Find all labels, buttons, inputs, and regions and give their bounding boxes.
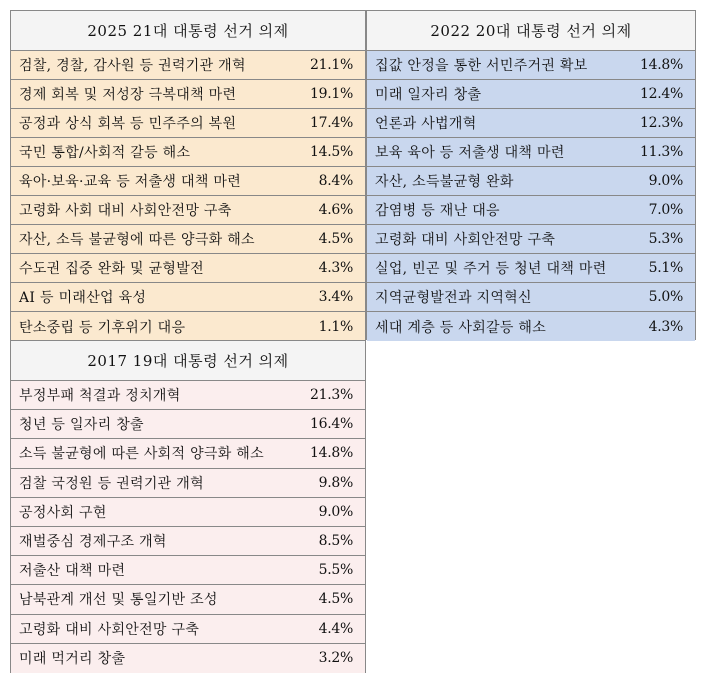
table-body <box>11 51 365 341</box>
agenda-label: 실업, 빈곤 및 주거 등 청년 대책 마련 <box>375 261 607 277</box>
agenda-percentage: 8.4% <box>318 173 353 189</box>
table-row <box>11 585 365 614</box>
agenda-label: 경제 회복 및 저성장 극복대책 마련 <box>19 87 237 103</box>
table-title: 2022 20대 대통령 선거 의제 <box>367 11 695 51</box>
agenda-label: 저출산 대책 마련 <box>19 563 126 580</box>
agenda-percentage: 3.2% <box>318 650 353 667</box>
agenda-label: 집값 안정을 통한 서민주거권 확보 <box>375 58 588 74</box>
table-row <box>11 225 365 254</box>
agenda-label: 공정과 상식 회복 등 민주주의 복원 <box>19 116 237 132</box>
agenda-label: 세대 계층 등 사회갈등 해소 <box>375 319 547 336</box>
table-2025-agenda <box>10 10 366 340</box>
agenda-label: 언론과 사법개혁 <box>375 116 477 132</box>
table-row <box>367 196 695 225</box>
agenda-label: 미래 일자리 창출 <box>375 87 482 103</box>
agenda-percentage: 12.4% <box>640 86 683 102</box>
agenda-percentage: 4.3% <box>648 318 683 335</box>
agenda-label: 국민 통합/사회적 갈등 해소 <box>19 145 191 161</box>
table-row <box>367 312 695 341</box>
table-row <box>11 644 365 673</box>
agenda-label: 남북관계 개선 및 통일기반 조성 <box>19 592 218 609</box>
agenda-label: 수도권 집중 완화 및 균형발전 <box>19 261 204 277</box>
table-row <box>11 312 365 341</box>
agenda-percentage: 9.0% <box>648 173 683 189</box>
agenda-percentage: 16.4% <box>310 416 353 433</box>
table-row <box>11 615 365 644</box>
table-row <box>11 410 365 439</box>
table-body <box>11 381 365 673</box>
agenda-percentage: 9.8% <box>318 474 353 491</box>
agenda-label: 재벌중심 경제구조 개혁 <box>19 534 167 551</box>
agenda-label: 육아·보육·교육 등 저출생 대책 마련 <box>19 174 242 190</box>
agenda-label: 소득 불균형에 따른 사회적 양극화 해소 <box>19 446 264 463</box>
table-row <box>367 283 695 312</box>
agenda-percentage: 5.5% <box>318 562 353 579</box>
agenda-percentage: 11.3% <box>640 144 683 160</box>
agenda-label: 검찰, 경찰, 감사원 등 권력기관 개혁 <box>19 58 246 74</box>
table-row <box>11 381 365 410</box>
agenda-percentage: 21.1% <box>310 57 353 73</box>
agenda-percentage: 4.3% <box>318 260 353 276</box>
agenda-label: 청년 등 일자리 창출 <box>19 417 144 434</box>
table-row <box>11 196 365 225</box>
agenda-percentage: 4.5% <box>318 231 353 247</box>
agenda-label: 검찰 국정원 등 권력기관 개혁 <box>19 475 204 492</box>
agenda-label: 공정사회 구현 <box>19 504 107 521</box>
agenda-percentage: 8.5% <box>318 533 353 550</box>
table-row <box>11 527 365 556</box>
agenda-label: 자산, 소득불균형 완화 <box>375 174 514 190</box>
table-row <box>367 80 695 109</box>
agenda-percentage: 5.0% <box>648 289 683 305</box>
table-body <box>367 51 695 341</box>
table-title: 2025 21대 대통령 선거 의제 <box>11 11 365 51</box>
agenda-percentage: 14.8% <box>640 57 683 73</box>
table-row <box>11 439 365 468</box>
agenda-label: 자산, 소득 불균형에 따른 양극화 해소 <box>19 232 255 248</box>
agenda-percentage: 3.4% <box>318 289 353 305</box>
table-row <box>367 138 695 167</box>
agenda-percentage: 5.1% <box>648 260 683 276</box>
table-row <box>11 51 365 80</box>
table-row <box>367 167 695 196</box>
table-2022-agenda <box>366 10 696 340</box>
table-row <box>367 225 695 254</box>
agenda-percentage: 21.3% <box>310 387 353 404</box>
table-row <box>11 138 365 167</box>
agenda-percentage: 9.0% <box>318 503 353 520</box>
agenda-percentage: 4.5% <box>318 591 353 608</box>
table-row <box>11 469 365 498</box>
agenda-label: 감염병 등 재난 대응 <box>375 203 500 219</box>
agenda-percentage: 1.1% <box>318 318 353 335</box>
agenda-label: 탄소중립 등 기후위기 대응 <box>19 319 186 336</box>
table-title: 2017 19대 대통령 선거 의제 <box>11 341 365 381</box>
agenda-label: 미래 먹거리 창출 <box>19 651 126 668</box>
table-row <box>11 109 365 138</box>
agenda-label: 고령화 대비 사회안전망 구축 <box>19 621 200 638</box>
agenda-label: 고령화 사회 대비 사회안전망 구축 <box>19 203 232 219</box>
agenda-percentage: 7.0% <box>648 202 683 218</box>
agenda-label: 부정부패 척결과 정치개혁 <box>19 388 181 405</box>
agenda-percentage: 14.8% <box>310 445 353 462</box>
agenda-percentage: 4.6% <box>318 202 353 218</box>
agenda-label: AI 등 미래산업 육성 <box>19 290 147 306</box>
agenda-percentage: 14.5% <box>310 144 353 160</box>
agenda-label: 지역균형발전과 지역혁신 <box>375 290 532 306</box>
agenda-percentage: 19.1% <box>310 86 353 102</box>
agenda-percentage: 12.3% <box>640 115 683 131</box>
agenda-percentage: 5.3% <box>648 231 683 247</box>
agenda-percentage: 17.4% <box>310 115 353 131</box>
table-row <box>11 254 365 283</box>
agenda-label: 보육 육아 등 저출생 대책 마련 <box>375 145 565 161</box>
agenda-percentage: 4.4% <box>318 620 353 637</box>
table-row <box>11 167 365 196</box>
agenda-label: 고령화 대비 사회안전망 구축 <box>375 232 556 248</box>
table-2017-agenda <box>10 340 366 673</box>
table-row <box>367 109 695 138</box>
table-row <box>367 51 695 80</box>
table-row <box>11 80 365 109</box>
table-row <box>11 283 365 312</box>
table-row <box>11 498 365 527</box>
table-row <box>367 254 695 283</box>
table-row <box>11 556 365 585</box>
